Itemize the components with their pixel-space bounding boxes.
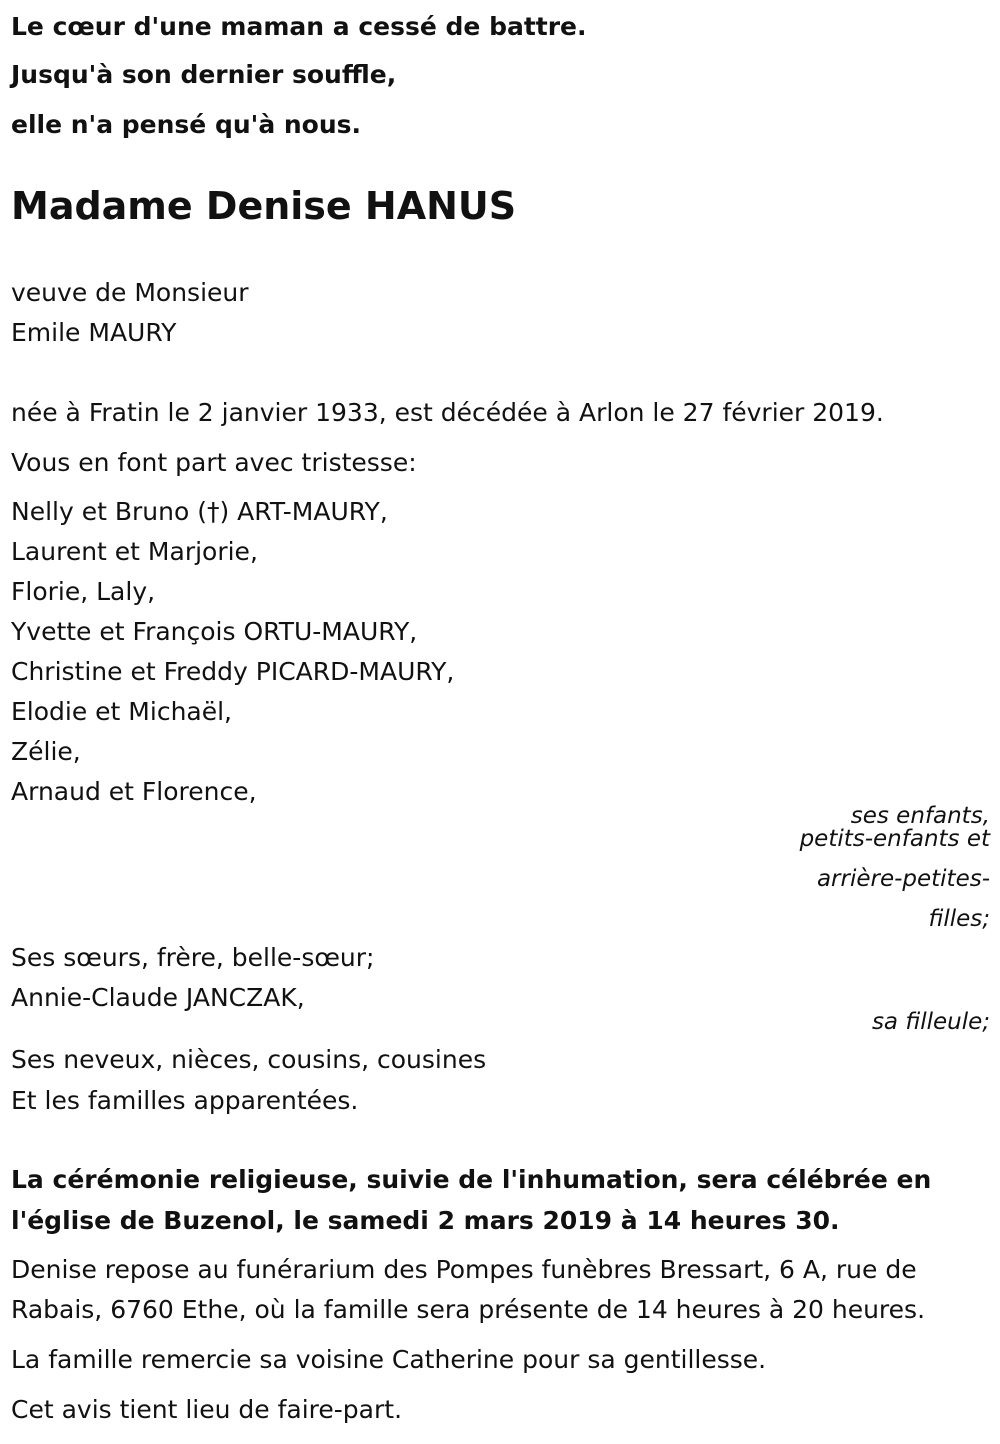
family-member: Nelly et Bruno (†) ART-MAURY,	[11, 497, 388, 526]
family-role-line-3: arrière-petites-	[816, 866, 990, 892]
siblings-line: Ses sœurs, frère, belle-sœur;	[11, 943, 375, 972]
notice-line: Cet avis tient lieu de faire-part.	[11, 1395, 403, 1424]
family-member: Laurent et Marjorie,	[11, 537, 258, 566]
intro-line-3: elle n'a pensé qu'à nous.	[11, 110, 362, 139]
widow-line-1: veuve de Monsieur	[11, 278, 249, 307]
thanks-line: La famille remercie sa voisine Catherine pour sa gentillesse.	[11, 1345, 767, 1374]
family-member: Florie, Laly,	[11, 577, 156, 606]
ceremony-line-2: l'église de Buzenol, le samedi 2 mars 2019 à 14 heures 30.	[11, 1206, 840, 1235]
birth-death-line: née à Fratin le 2 janvier 1933, est décédée à Arlon le 27 février 2019.	[11, 398, 884, 427]
goddaughter-name: Annie-Claude JANCZAK,	[11, 983, 305, 1012]
intro-line-2: Jusqu'à son dernier souffle,	[11, 60, 397, 89]
family-member: Yvette et François ORTU-MAURY,	[11, 617, 418, 646]
widow-line-2: Emile MAURY	[11, 318, 177, 347]
announcement-line: Vous en font part avec tristesse:	[11, 448, 417, 477]
family-role-line-4: filles;	[928, 906, 990, 932]
funeral-home-line-1: Denise repose au funérarium des Pompes funèbres Bressart, 6 A, rue de	[11, 1255, 917, 1284]
family-member: Zélie,	[11, 737, 81, 766]
family-role-line-2: petits-enfants et	[799, 826, 990, 852]
family-member: Christine et Freddy PICARD-MAURY,	[11, 657, 455, 686]
family-member: Elodie et Michaël,	[11, 697, 233, 726]
deceased-name: Madame Denise HANUS	[11, 184, 517, 228]
relatives-line-1: Ses neveux, nièces, cousins, cousines	[11, 1045, 487, 1074]
relatives-line-2: Et les familles apparentées.	[11, 1086, 359, 1115]
goddaughter-role: sa filleule;	[871, 1009, 990, 1035]
family-member: Arnaud et Florence,	[11, 777, 257, 806]
funeral-home-line-2: Rabais, 6760 Ethe, où la famille sera présente de 14 heures à 20 heures.	[11, 1295, 926, 1324]
ceremony-line-1: La cérémonie religieuse, suivie de l'inhumation, sera célébrée en	[11, 1165, 932, 1194]
intro-line-1: Le cœur d'une maman a cessé de battre.	[11, 12, 587, 41]
family-role-line-1: ses enfants,	[850, 803, 990, 829]
